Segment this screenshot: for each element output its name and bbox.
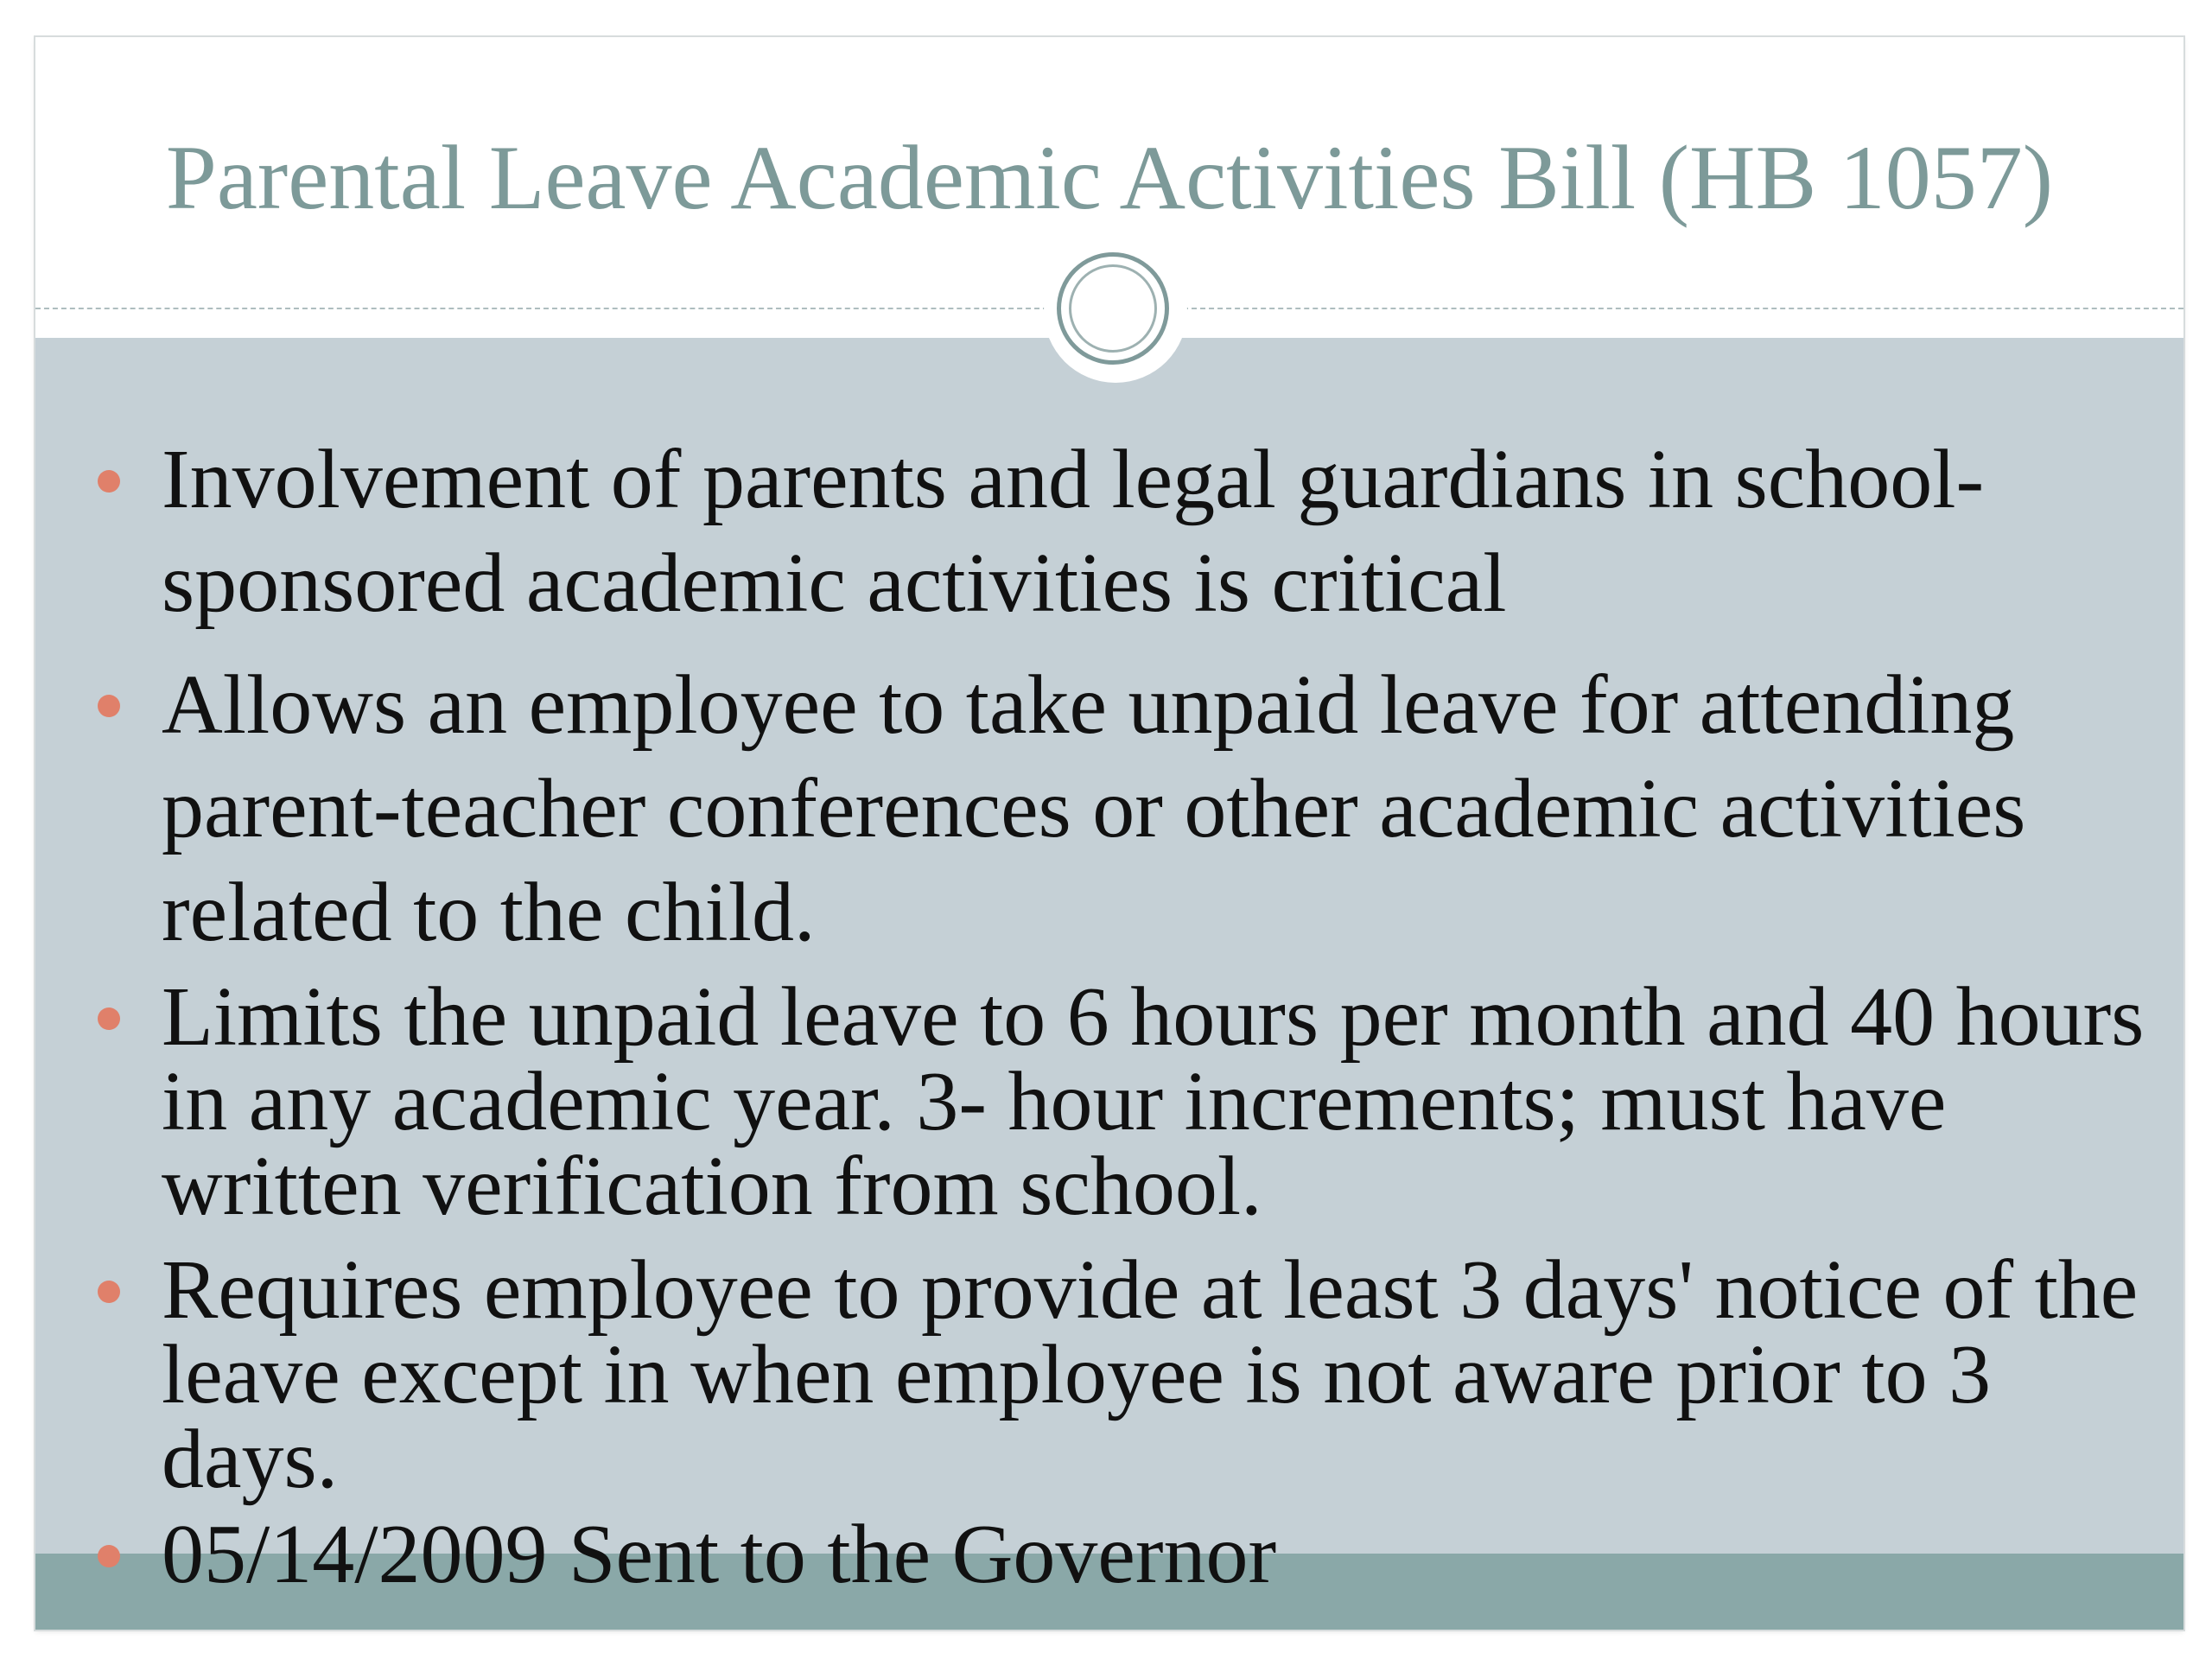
round-bullet-icon	[98, 1281, 120, 1303]
slide	[35, 37, 2183, 1630]
round-bullet-icon	[98, 695, 120, 717]
bullet-text: Limits the unpaid leave to 6 hours per month and 40 hours in any academic year. 3- hour increments; must have written verification from school.	[162, 970, 2145, 1233]
bullet-text: Involvement of parents and legal guardians in school-sponsored academic activities is critical	[162, 433, 1985, 630]
round-bullet-icon	[98, 1545, 120, 1567]
slide-title: Parental Leave Academic Activities Bill (HB 1057)	[165, 127, 2054, 228]
bullet-text: Allows an employee to take unpaid leave for attending parent-teacher conferences or other academic activities related to the child.	[162, 658, 2026, 959]
bullet-text: Requires employee to provide at least 3 days' notice of the leave except in when employee is not aware prior to 3 days.	[162, 1243, 2139, 1506]
round-bullet-icon	[98, 470, 120, 493]
round-bullet-icon	[98, 1007, 120, 1030]
bullet-list	[35, 37, 2183, 1630]
bullet-text: 05/14/2009 Sent to the Governor	[162, 1508, 1277, 1601]
